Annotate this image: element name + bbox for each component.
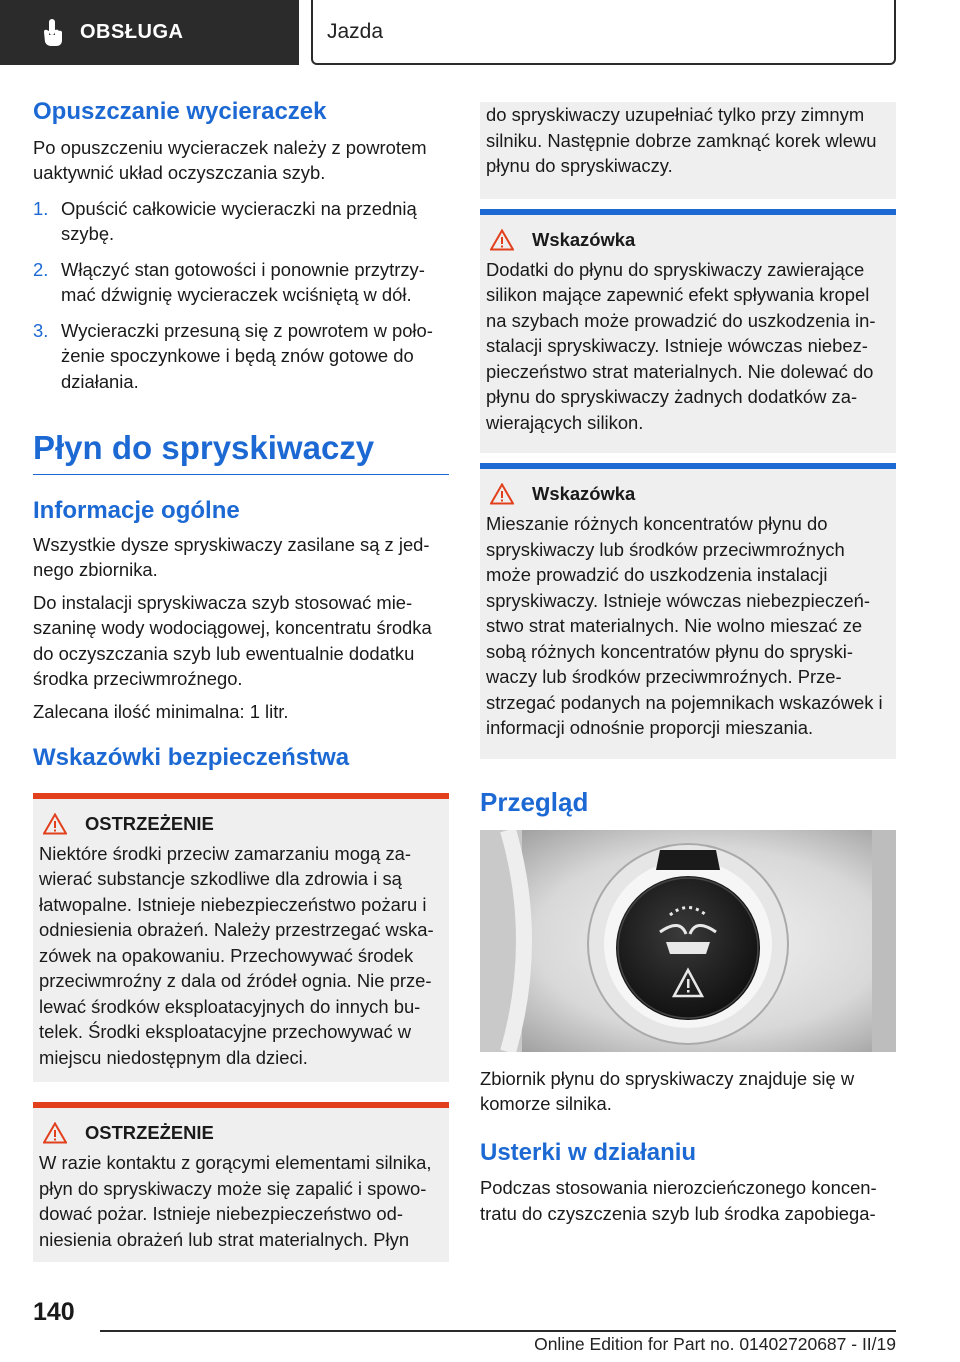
warning-triangle-icon bbox=[43, 813, 67, 835]
paragraph-info-3: Zalecana ilość minimalna: 1 litr. bbox=[33, 700, 289, 722]
warning-text: W razie kontaktu z gorącymi elementami silnika, płyn do spryskiwaczy może się zapalić i spowodować pożar. Istnieje niebezpieczeństwo odniesienia obrażeń lub strat materialnych. Płyn bbox=[39, 1152, 432, 1250]
note-box-1 bbox=[480, 209, 896, 454]
footer-divider bbox=[100, 1330, 896, 1332]
list-item: 2. Włączyć stan gotowości i ponownie przytrzymać dźwignię wycieraczek wciśniętą w dół. bbox=[33, 258, 425, 306]
steps-list bbox=[33, 196, 449, 395]
page-number: 140 bbox=[33, 1298, 75, 1326]
paragraph-info-2: Do instalacji spryskiwacza szyb stosować mieszaninę wody wodociągowej, koncentratu środka do oczyszczania szyb lub ewentualnie dodatku środka przeciwmroźnego. bbox=[33, 591, 432, 690]
warning-title: OSTRZEŻENIE bbox=[85, 1122, 214, 1144]
warning-triangle-icon bbox=[490, 483, 514, 505]
warning-text: Niektóre środki przeciw zamarzaniu mogą zawierać substancje szkodliwe dla zdrowia i są łatwopalne. Istnieje niebezpieczeństwo pożaru i odniesienia obrażeń. Należy przestrzegać wskazówek na opakowaniu. Przechowywać środek przeciwmroźny z dala od źródeł ognia. Nie przelewać środków eksploatacyjnych do innych butelek. Środki eksploatacyjne przechowywać w miejscu niedostępnym dla dzieci. bbox=[39, 842, 434, 1068]
continued-box bbox=[480, 102, 896, 199]
warning-box-1 bbox=[33, 793, 449, 1083]
list-item: 1. Opuścić całkowicie wycieraczki na przednią szybę. bbox=[33, 197, 417, 245]
paragraph-info-1: Wszystkie dysze spryskiwaczy zasilane są z jednego zbiornika. bbox=[33, 533, 430, 581]
heading-plyn: Płyn do spryskiwaczy bbox=[33, 428, 449, 475]
section-tab bbox=[0, 0, 299, 65]
left-column bbox=[33, 98, 449, 1262]
note-text: Mieszanie różnych koncentratów płynu do spryskiwaczy lub środków przeciwmroźnych może prowadzić do uszkodzenia instalacji spryskiwaczy. Istnieje wówczas niebezpieczeństwo strat materialnych. Nie wolno mieszać ze sobą różnych koncentratów płynu do spryskiwaczy lub środków przeciwmroźnych. Przestrzegać podanych na pojemnikach wskazówek i informacji odnośnie proporcji mieszania. bbox=[486, 513, 883, 738]
list-item: 3. Wycieraczki przesuną się z powrotem w położenie spoczynkowe i będą znów gotowe do działania. bbox=[33, 319, 433, 392]
heading-info: Informacje ogólne bbox=[33, 496, 240, 524]
note-title: Wskazówka bbox=[532, 228, 636, 250]
paragraph-usterki: Podczas stosowania nierozcieńczonego koncentratu do czyszczenia szyb lub środka zapobiega- bbox=[480, 1177, 877, 1224]
warning-triangle-icon bbox=[490, 229, 514, 251]
warning-title: OSTRZEŻENIE bbox=[85, 812, 214, 834]
washer-reservoir-photo bbox=[480, 830, 896, 1052]
note-box-2 bbox=[480, 463, 896, 759]
chapter-tab bbox=[311, 0, 896, 65]
warning-box-2 bbox=[33, 1102, 449, 1262]
heading-przeglad: Przegląd bbox=[480, 786, 589, 817]
right-column bbox=[480, 102, 896, 1226]
note-title: Wskazówka bbox=[532, 483, 636, 504]
hand-pointer-icon bbox=[40, 18, 66, 48]
chapter-title: Jazda bbox=[327, 19, 384, 43]
heading-safety: Wskazówki bezpieczeństwa bbox=[33, 744, 350, 772]
note-text: Dodatki do płynu do spryskiwaczy zawierające silikon mające zapewnić efekt spływania kropel na szybach może prowadzić do uszkodzenia instalacji spryskiwaczy. Istnieje wówczas niebezpieczeństwo strat materialnych. Nie dolewać do płynu do spryskiwaczy żadnych dodatków zawierających silikon. bbox=[486, 258, 876, 433]
heading-opuszczanie: Opuszczanie wycieraczek bbox=[33, 98, 327, 125]
continued-text: do spryskiwaczy uzupełniać tylko przy zimnym silniku. Następnie dobrze zamknąć korek wlewu płynu do spryskiwaczy. bbox=[486, 104, 877, 176]
photo-caption: Zbiornik płynu do spryskiwaczy znajduje się w komorze silnika. bbox=[480, 1067, 855, 1115]
edition-info: Online Edition for Part no. 01402720687 - II/19 bbox=[534, 1334, 896, 1354]
heading-usterki: Usterki w działaniu bbox=[480, 1138, 697, 1166]
warning-triangle-icon bbox=[43, 1122, 67, 1144]
paragraph-opuszczanie: Po opuszczeniu wycieraczek należy z powrotem uaktywnić układ oczyszczania szyb. bbox=[33, 136, 427, 184]
section-title: OBSŁUGA bbox=[80, 21, 184, 43]
